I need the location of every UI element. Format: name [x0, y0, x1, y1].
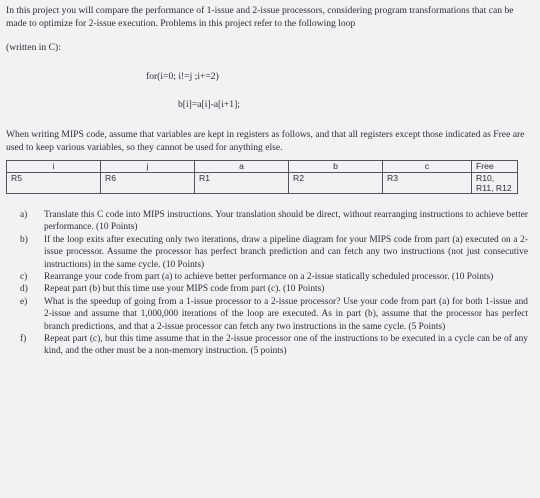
code-line-for-loop: for(i=0; i!=j ;i+=2) [146, 71, 219, 82]
value-cell-a: R1 [195, 173, 289, 194]
question-item [20, 209, 528, 234]
question-label: a) [20, 210, 28, 220]
question-text: Repeat part (c), but this time assume that in the 2-issue processor one of the instructions to be executed in a cycle can be of any kind, and the other must be a non-memory instruction. (5 points) [44, 334, 528, 357]
value-cell-i: R5 [7, 173, 101, 194]
question-text: Rearrange your code from part (a) to achieve better performance on a 2-issue statically scheduled processor. (10 Points) [44, 272, 494, 283]
value-cell-free: R10, R11, R12 [472, 173, 518, 194]
code-line-body: b[i]=a[i]-a[i+1]; [178, 99, 240, 110]
value-cell-j: R6 [101, 173, 195, 194]
question-text: Translate this C code into MIPS instructions. Your translation should be direct, without rearranging instructions to achieve better performance. (10 Points) [44, 210, 528, 233]
header-cell-c: c [383, 161, 472, 173]
question-text: What is the speedup of going from a 1-issue processor to a 2-issue processor? Use your code from part (a) for both 1-issue and 2-issue and assume that 1,000,000 iterations of the loop are executed. As in part (b), assume that the processor has perfect branch predictions, and that a 2-issue processor can fetch any two instructions in the same cycle. (5 Points) [44, 296, 528, 332]
question-item [20, 234, 528, 271]
register-table [6, 160, 518, 194]
question-item [20, 333, 528, 358]
question-item [20, 296, 528, 333]
question-label: b) [20, 234, 28, 245]
question-item [20, 283, 528, 295]
value-cell-c: R3 [383, 173, 472, 194]
register-assumption-paragraph: When writing MIPS code, assume that variables are kept in registers as follows, and that all registers except those indicated as Free are used to keep various variables, so they cannot be used for anything else. [6, 129, 525, 153]
register-table-value-row [7, 173, 518, 194]
header-cell-a: a [195, 161, 289, 173]
intro-paragraph: In this project you will compare the performance of 1-issue and 2-issue processors, considering program transformations that can be made to optimize for 2-issue execution. Problems in this project refer to the following loop [6, 5, 514, 29]
value-cell-b: R2 [289, 173, 383, 194]
question-item [20, 271, 528, 283]
register-table-header-row [7, 161, 518, 173]
header-cell-b: b [289, 161, 383, 173]
question-text: Repeat part (b) but this time use your MIPS code from part (c). (10 Points) [44, 284, 325, 295]
question-label: e) [20, 296, 28, 307]
header-cell-j: j [101, 161, 195, 173]
question-label: c) [20, 272, 28, 283]
question-label: d) [20, 284, 28, 295]
question-text: If the loop exits after executing only two iterations, draw a pipeline diagram for your MIPS code from part (a) executed on a 2-issue processor. Assume the processor has perfect branch prediction and can fetch any two instructions (not just consecutive instructions) in the same cycle. (10 Points) [44, 234, 528, 270]
header-cell-free: Free [472, 161, 518, 173]
question-label: f) [20, 334, 27, 345]
question-list [20, 209, 528, 358]
written-in-c-label: (written in C): [6, 42, 61, 53]
header-cell-i: i [7, 161, 101, 173]
